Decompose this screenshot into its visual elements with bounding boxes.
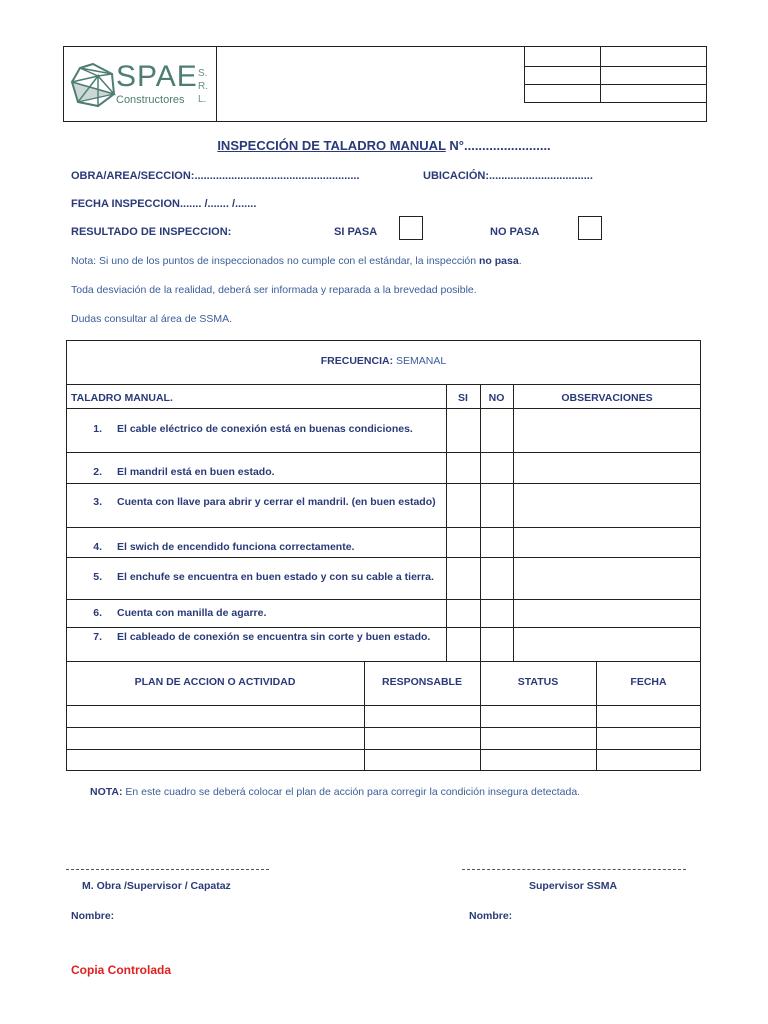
table-line <box>66 599 701 600</box>
item-number: 2. <box>93 466 102 478</box>
item-number: 3. <box>93 496 102 508</box>
col-obs-header: OBSERVACIONES <box>561 392 653 404</box>
logo-r: R. <box>198 81 208 92</box>
table-line <box>480 384 481 661</box>
table-line <box>66 384 701 385</box>
table-line <box>66 408 701 409</box>
table-line <box>66 727 701 728</box>
table-line <box>66 527 701 528</box>
header-divider <box>524 46 525 102</box>
header-divider <box>216 46 217 122</box>
header-divider <box>600 46 601 102</box>
company-logo-icon <box>70 62 116 108</box>
table-line <box>513 384 514 661</box>
col-item-header: TALADRO MANUAL. <box>71 392 173 404</box>
item-number: 7. <box>93 631 102 643</box>
item-number: 4. <box>93 541 102 553</box>
plan-header: PLAN DE ACCION O ACTIVIDAD <box>134 676 296 688</box>
note-1-end: . <box>518 255 522 267</box>
obra-field: OBRA/AREA/SECCION:...................................................... <box>71 170 360 182</box>
col-si-header: SI <box>458 392 468 404</box>
item-text: El mandril está en buen estado. <box>117 466 275 478</box>
logo-name: SPAE <box>116 60 198 93</box>
ubicacion-field: UBICACIÓN:.................................. <box>423 170 593 182</box>
table-line <box>66 627 701 628</box>
header-row-line <box>524 102 707 103</box>
item-number: 1. <box>93 423 102 435</box>
logo-l: L. <box>198 94 207 105</box>
left-name-label: Nombre: <box>71 910 115 922</box>
controlled-copy-label: Copia Controlada <box>71 963 172 977</box>
table-line <box>66 452 701 453</box>
no-pasa-checkbox[interactable] <box>578 216 602 240</box>
note-1-text: Nota: Si uno de los puntos de inspeccionados no cumple con el estándar, la inspección <box>71 255 480 267</box>
signature-line-right <box>462 869 686 870</box>
inspection-table <box>66 340 701 771</box>
si-pasa-label: SI PASA <box>334 226 378 238</box>
title-suffix: N°........................ <box>445 138 551 153</box>
item-text: El enchufe se encuentra en buen estado y con su cable a tierra. <box>117 571 434 583</box>
item-text: Cuenta con llave para abrir y cerrar el mandril. (en buen estado) <box>117 496 436 508</box>
frequency-row <box>66 355 701 367</box>
right-signature-role: Supervisor SSMA <box>529 880 618 892</box>
responsable-header: RESPONSABLE <box>382 676 462 688</box>
col-no-header: NO <box>488 392 505 404</box>
table-line <box>66 661 701 662</box>
item-number: 6. <box>93 607 102 619</box>
resultado-label: RESULTADO DE INSPECCION: <box>71 226 232 238</box>
signature-line-left <box>66 869 269 870</box>
logo-s: S. <box>198 68 208 79</box>
table-line <box>66 705 701 706</box>
no-pasa-label: NO PASA <box>490 226 540 238</box>
item-text: El cableado de conexión se encuentra sin corte y buen estado. <box>117 631 431 643</box>
table-line <box>66 483 701 484</box>
fecha-header: FECHA <box>630 676 667 688</box>
left-signature-role: M. Obra /Supervisor / Capataz <box>82 880 231 892</box>
table-line <box>66 749 701 750</box>
header-row-line <box>524 66 707 67</box>
note-3: Dudas consultar al área de SSMA. <box>71 313 233 325</box>
bottom-note-text: En este cuadro se deberá colocar el plan de acción para corregir la condición insegura detectada. <box>122 786 581 798</box>
note-2: Toda desviación de la realidad, deberá ser informada y reparada a la brevedad posible. <box>71 284 477 296</box>
right-name-label: Nombre: <box>469 910 513 922</box>
item-text: El cable eléctrico de conexión está en buenas condiciones. <box>117 423 413 435</box>
bottom-note <box>90 786 580 798</box>
fecha-field: FECHA INSPECCION....... /....... /....... <box>71 198 257 210</box>
frequency-value: SEMANAL <box>393 355 447 367</box>
item-text: Cuenta con manilla de agarre. <box>117 607 267 619</box>
si-pasa-checkbox[interactable] <box>399 216 423 240</box>
item-number: 5. <box>93 571 102 583</box>
item-text: El swich de encendido funciona correctamente. <box>117 541 355 553</box>
page-title <box>0 138 768 153</box>
note-1 <box>71 255 522 267</box>
note-1-bold: no pasa <box>479 255 519 267</box>
header-row-line <box>524 84 707 85</box>
bottom-note-label: NOTA: <box>90 786 123 798</box>
logo-subtitle: Constructores <box>116 94 185 106</box>
status-header: STATUS <box>517 676 559 688</box>
title-main: INSPECCIÓN DE TALADRO MANUAL <box>217 138 446 153</box>
table-line <box>66 557 701 558</box>
frequency-label: FRECUENCIA: <box>320 355 394 367</box>
